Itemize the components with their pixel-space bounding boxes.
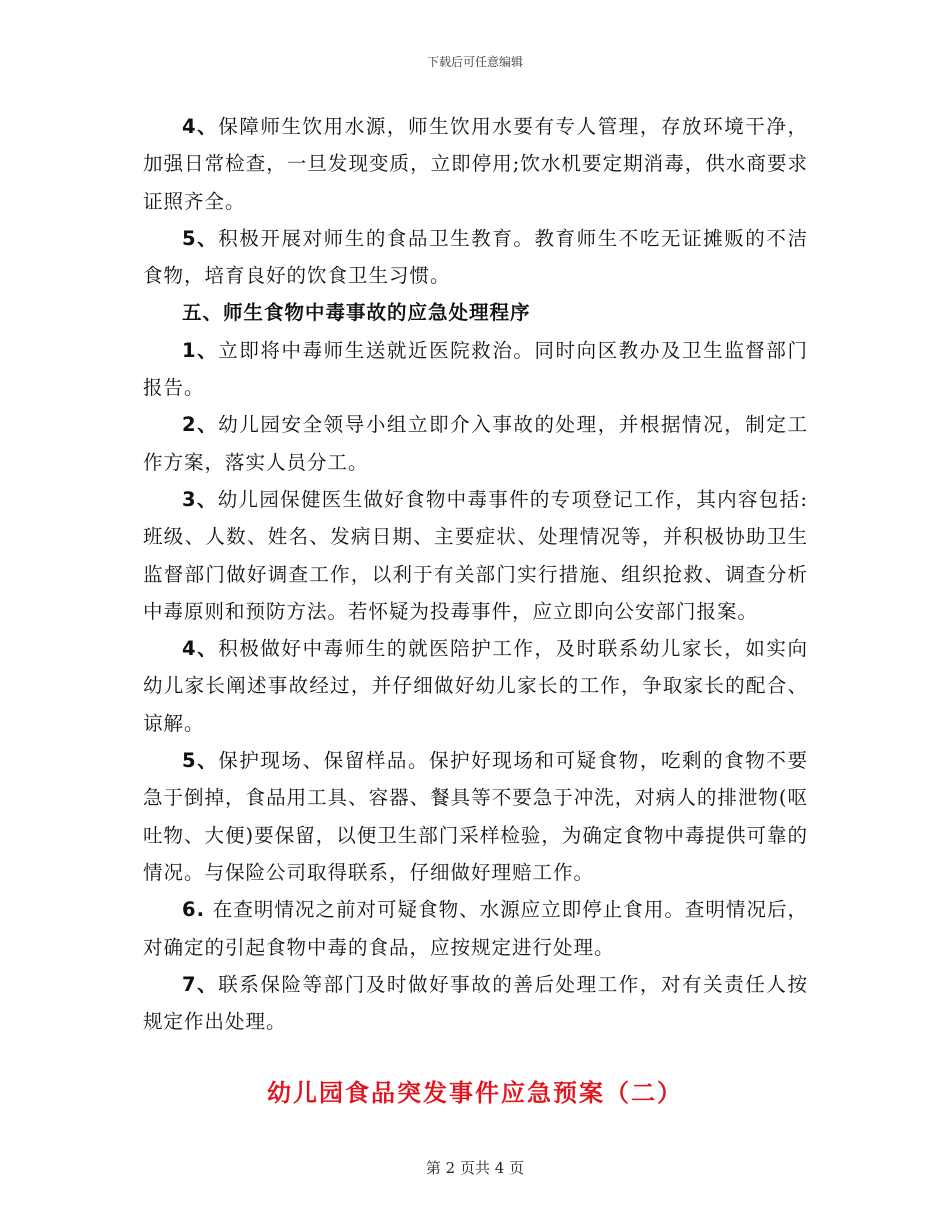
- item-number: 3、: [182, 487, 218, 511]
- item-number: 4、: [182, 637, 219, 661]
- item-number: 6.: [182, 898, 213, 922]
- step-item: [143, 742, 808, 891]
- step-text: 幼儿园保健医生做好食物中毒事件的专项登记工作，其内容包括:班级、人数、姓名、发病日期、主要症状、处理情况等，并积极协助卫生监督部门做好调查工作，以利于有关部门实行措施、组织抢救、调查分析中毒原则和预防方法。若怀疑为投毒事件，应立即向公安部门报案。: [143, 487, 808, 623]
- step-text: 幼儿园安全领导小组立即介入事故的处理，并根据情况，制定工作方案，落实人员分工。: [143, 413, 808, 474]
- step-text: 积极做好中毒师生的就医陪护工作，及时联系幼儿家长，如实向幼儿家长阐述事故经过，并仔细做好幼儿家长的工作，争取家长的配合、谅解。: [143, 637, 808, 735]
- section-heading: 五、师生食物中毒事故的应急处理程序: [182, 301, 531, 325]
- page-footer: 第 2 页共 4 页: [425, 1159, 525, 1177]
- step-item: [143, 481, 808, 630]
- next-section-title: 幼儿园食品突发事件应急预案（二）: [267, 1078, 683, 1107]
- document-body: [143, 108, 808, 1040]
- step-item: [143, 332, 808, 407]
- step-item: [143, 630, 808, 742]
- paragraph-item: [143, 220, 808, 295]
- item-number: 4、: [182, 115, 219, 138]
- step-item: [143, 406, 808, 481]
- item-number: 2、: [182, 413, 219, 437]
- step-item: [143, 891, 808, 966]
- paragraph-text: 积极开展对师生的食品卫生教育。教育师生不吃无证摊贩的不洁食物，培育良好的饮食卫生习惯。: [143, 226, 808, 288]
- item-number: 5、: [182, 226, 219, 250]
- item-number: 5、: [182, 749, 219, 773]
- step-text: 立即将中毒师生送就近医院救治。同时向区教办及卫生监督部门报告。: [143, 338, 808, 400]
- step-text: 在查明情况之前对可疑食物、水源应立即停止食用。查明情况后，对确定的引起食物中毒的食品，应按规定进行处理。: [143, 898, 808, 959]
- item-number: 1、: [182, 338, 219, 362]
- paragraph-text: 保障师生饮用水源，师生饮用水要有专人管理，存放环境干净，加强日常检查，一旦发现变质，立即停用;饮水机要定期消毒，供水商要求证照齐全。: [143, 115, 808, 213]
- step-text: 保护现场、保留样品。保护好现场和可疑食物，吃剩的食物不要急于倒掉，食品用工具、容器、餐具等不要急于冲洗，对病人的排泄物(呕吐物、大便)要保留，以便卫生部门采样检验，为确定食物中毒提供可靠的情况。与保险公司取得联系，仔细做好理赔工作。: [143, 749, 808, 884]
- paragraph-item: [143, 108, 808, 220]
- page-header: 下载后可任意编辑: [426, 55, 523, 69]
- step-item: [143, 966, 808, 1041]
- item-number: 7、: [182, 972, 219, 996]
- step-text: 联系保险等部门及时做好事故的善后处理工作，对有关责任人按规定作出处理。: [143, 972, 808, 1034]
